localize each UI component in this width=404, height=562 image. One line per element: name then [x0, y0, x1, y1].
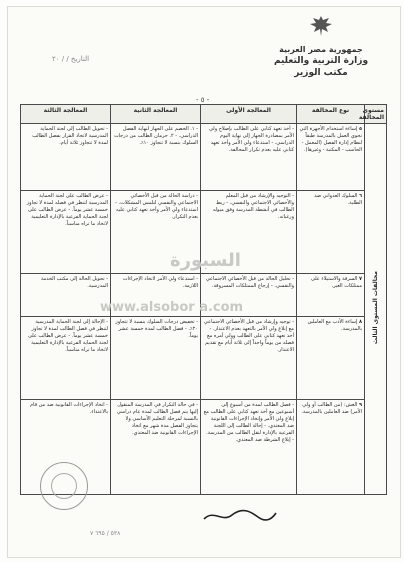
- row-number: ٨: [358, 319, 362, 325]
- level-label: مخالفات المستوى الثالث: [372, 270, 379, 345]
- type-text: السلوك العدواني ضد الطلبة.: [314, 193, 362, 206]
- signature-icon: [200, 505, 280, 525]
- first-cell: - فصل الطالب لمدة من أسبوع إلى أسبوعين مع أخذ تعهد كتابي على الطالب مع إبلاغ ولي الأمر وإتخاذ الإجراءات القانونية ضد المعتدي. - إحالة الطالب إلى اللجنة الفرعية بالإدارة لنقل الطالب من المدرسة. - إبلاغ الشرطة ضد المعتدي.: [201, 400, 297, 495]
- ministry-header: [256, 14, 386, 79]
- date-field: التاريخ / / ٢٠: [52, 55, 90, 63]
- first-cell: - توجيه وإرشاد من قبل الأخصائي الاجتماعي مع إبلاغ ولي الأمر بالتعهد بعدم الاعتذار. - أخذ تعهد كتابي على الطالب وولي أمره مع فصله من يوماً واحداً إلى ثلاثة أيام مع تقديم الاعتذار.: [201, 317, 297, 400]
- type-cell: [297, 124, 365, 191]
- type-text: إساءة الأدب مع العاملين بالمدرسة.: [307, 319, 362, 332]
- table-row: [21, 191, 387, 274]
- row-number: ٦: [358, 193, 362, 199]
- column-header-second: المعالجة الثانية: [111, 105, 201, 124]
- type-text: الغش: (من الطالب أو ولي الأمر) ضد العاملين بالمدرسة.: [301, 402, 362, 415]
- level-cell: [365, 124, 387, 495]
- second-cell: - ١. الخصم على الجهاز لنهاية الفصل الدراسي. - ٢. حرمان الطالب من درجات السلوك بنسبة لا تتجاوز ١٠٪.: [111, 124, 201, 191]
- table-row: [21, 317, 387, 400]
- table-row: [21, 124, 387, 191]
- header-line-ministry: وزارة التربية والتعليم: [273, 56, 369, 66]
- type-text: السرقة والاستيلاء على ممتلكات الغير.: [310, 276, 362, 289]
- type-cell: [297, 400, 365, 495]
- page-number: - ٥ -: [196, 96, 210, 104]
- violations-table: [20, 104, 387, 495]
- watermark-url: www.alsobor a.com: [100, 300, 244, 315]
- first-cell: - أخذ تعهد كتابي على الطالب بإصلاح ولي الأمر بمصادرة الجهاز إلى نهاية اليوم الدراسي. - استدعاء ولي الأمر وأخذ تعهد كتابي عليه بعدم تكرار المخالفة.: [201, 124, 297, 191]
- row-number: ٧: [358, 276, 362, 282]
- third-cell: - تحويل الحالة إلى مكتب الخدمة المدرسية.: [21, 274, 111, 317]
- first-cell: - التوجيه والإرشاد من قبل المعلم والأخصائي الاجتماعي والنفسي. - ربط الطالب في أنشطة المدرسة وفق ميوله ورغباته.: [201, 191, 297, 274]
- second-cell: - دراسة الحالة من قبل الأخصائي الاجتماعي والنفسي لتلمس المشكلات. - استدعاء ولي الأمر وأخذ تعهد كتابي عليه بعدم التكرار.: [111, 191, 201, 274]
- header-line-country: جمهورية مصر العربية: [279, 45, 363, 54]
- column-header-type: نوع المخالفة: [297, 105, 365, 124]
- type-cell: [297, 191, 365, 274]
- column-header-third: المعالجة الثالثة: [21, 105, 111, 124]
- watermark-arabic: السبورة: [170, 250, 241, 271]
- type-cell: [297, 317, 365, 400]
- second-cell: - استدعاء ولي الأمر لاتخاذ الإجراءات اللازمة.: [111, 274, 201, 317]
- table-header-row: [21, 105, 387, 124]
- third-cell: - اتخاذ الإجراءات القانونية ضد من قام بالاعتداء.: [21, 400, 111, 495]
- column-header-level: مستوى المخالفة: [365, 105, 387, 124]
- first-cell: - تحليل الحالة من قبل الأخصائي الاجتماعي والنفسي. - إرجاع الممتلكات المسروقة.: [201, 274, 297, 317]
- third-cell: - عرض الطالب على لجنة الحماية المدرسية لتنظر في فصله لمدة لا تجاوز خمسة عشر يوماً. - عرض الطالب على لجنة الحماية الفرعية بالإدارة التعليمية لاتخاذ ما تراه مناسباً.: [21, 191, 111, 274]
- third-cell: - الإحالة إلى لجنة الحماية المدرسية لتنظر في فصل الطالب لمدة لا تجاوز خمسة عشر يوماً. - عرض الطالب على لجنة الحماية الفرعية بالإدارة التعليمية لاتخاذ ما تراه مناسباً.: [21, 317, 111, 400]
- header-line-office: مكتب الوزير: [294, 68, 348, 78]
- type-text: إساءة استخدام الأجهزة التي تحوي العمل بالمدرسة طبقاً لنظام إدارة الفصل (المعمل - الحاسب - المكتبة - وغيرها).: [299, 126, 362, 153]
- official-stamp-icon: [40, 462, 88, 510]
- column-header-first: المعالجة الأولى: [201, 105, 297, 124]
- second-cell: - تخفيض درجات السلوك بنسبة لا تتجاوز ٢٠٪. - فصل الطالب لمدة خمسة عشر يوماً.: [111, 317, 201, 400]
- table-row: [21, 274, 387, 317]
- second-cell: - في حالة التكرار في المدرسة المنقول إليها يتم فصل الطالب لمدة عام دراسي بالنسبة لمرحلة التعليم الأساسي ولا يتجاوز الفصل مدة شهر مع اتخاذ الإجراءات القانونية ضد المعتدي.: [111, 400, 201, 495]
- row-number: ٩: [358, 402, 362, 408]
- row-number: ٥: [358, 126, 362, 132]
- footer-reference: ٥٣٨ / ٦٩٥ ٧: [90, 530, 121, 537]
- type-cell: [297, 274, 365, 317]
- third-cell: - تحويل الطالب إلى لجنة الحماية المدرسية لاتخاذ القرار بفصل الطالب لمدة لا تتجاوز ثلاثة أيام.: [21, 124, 111, 191]
- eagle-emblem-icon: [308, 14, 334, 38]
